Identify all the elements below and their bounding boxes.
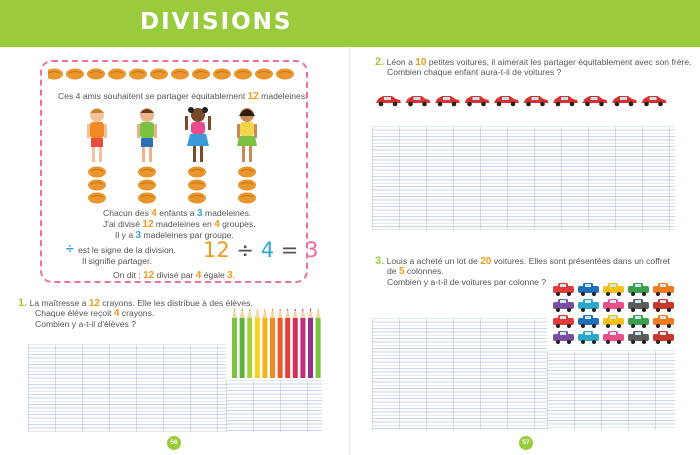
- madeleine-icon: [150, 69, 168, 80]
- madeleine-icon: [234, 69, 252, 80]
- text: J'ai divisé: [103, 219, 140, 229]
- red-car-icon: [553, 96, 578, 106]
- exercise-number: 1.: [18, 297, 28, 309]
- red-car-icon: [494, 96, 519, 106]
- number: 12: [142, 219, 154, 230]
- red-car-icon: [524, 96, 549, 106]
- toy-car-icon: [578, 315, 599, 328]
- madeleine-icon: [188, 167, 206, 178]
- text: petites voitures, il aimerait les partager équitablement avec son frère.: [428, 57, 692, 67]
- pencil-icon: [255, 308, 260, 378]
- red-car-icon: [583, 96, 608, 106]
- lesson-sentence-1: [103, 208, 251, 219]
- eq-divisor: 4: [260, 238, 275, 262]
- toy-car-icon: [628, 299, 649, 312]
- exercise-2-line-2: Combien chaque enfant aura-t-il de voitures ?: [387, 67, 562, 77]
- text: colonnes.: [406, 266, 444, 276]
- madeleine-icon: [138, 167, 156, 178]
- text: La maîtresse a: [29, 298, 87, 308]
- pencil-icon: [270, 308, 275, 378]
- madeleine-icon: [66, 69, 84, 80]
- child-boy-1: [87, 108, 107, 162]
- text: madeleines.: [204, 208, 252, 218]
- red-cars-row: [375, 92, 675, 108]
- number: 3: [196, 208, 203, 219]
- answer-grid-3b[interactable]: [547, 350, 675, 430]
- number: 12: [88, 298, 100, 309]
- number: 20: [480, 256, 492, 267]
- toy-car-icon: [578, 283, 599, 296]
- intro-text-end: madeleines.: [261, 91, 308, 101]
- number: 4: [113, 308, 120, 319]
- text: groupes.: [222, 219, 256, 229]
- lesson-intro-line: [58, 91, 308, 102]
- madeleine-icon: [87, 69, 105, 80]
- division-sign-icon: ÷: [66, 240, 74, 256]
- children-illustration: [75, 106, 275, 168]
- madeleine-icon: [192, 69, 210, 80]
- toy-car-icon: [603, 331, 624, 344]
- text: On dit :: [113, 270, 141, 280]
- madeleine-icon: [188, 193, 206, 204]
- toy-car-icon: [553, 331, 574, 344]
- toy-car-icon: [653, 331, 674, 344]
- child-girl-1: [185, 107, 211, 162]
- sign-definition-1: est le signe de la division.: [78, 245, 176, 255]
- madeleine-icon: [88, 167, 106, 178]
- pencil-icon: [316, 308, 321, 378]
- text: crayons.: [121, 308, 155, 318]
- lesson-sentence-2: [103, 219, 256, 230]
- toy-cars-grid: [550, 280, 680, 346]
- text: enfants a: [159, 208, 195, 218]
- toy-car-icon: [553, 299, 574, 312]
- madeleine-icon: [238, 193, 256, 204]
- toy-car-icon: [603, 299, 624, 312]
- toy-car-icon: [628, 331, 649, 344]
- text: voitures. Elles sont présentées dans un coffret: [493, 256, 670, 266]
- text: Il y a: [115, 230, 134, 240]
- pencil-icon: [300, 308, 305, 378]
- page-number-left: 56: [167, 436, 181, 450]
- madeleine-icon: [108, 69, 126, 80]
- number: 3: [135, 230, 142, 241]
- toy-car-icon: [628, 283, 649, 296]
- eq-operator: ÷: [236, 238, 255, 262]
- madeleine-icon: [129, 69, 147, 80]
- text: .: [232, 270, 236, 280]
- number: 5: [398, 266, 405, 277]
- madeleine-icon: [88, 180, 106, 191]
- pencil-icon: [240, 308, 245, 378]
- madeleine-icon: [188, 180, 206, 191]
- pencil-icon: [293, 308, 298, 378]
- number: 4: [214, 219, 220, 230]
- text: de: [387, 266, 397, 276]
- intro-text: Ces 4 amis souhaitent se partager équitablement: [58, 91, 246, 101]
- exercise-1-line-2: [35, 308, 154, 319]
- red-car-icon: [406, 96, 431, 106]
- sign-definition-2: Il signifie partager.: [82, 256, 152, 266]
- pencils-illustration: [228, 308, 323, 380]
- lesson-conclusion: [113, 270, 235, 281]
- toy-car-icon: [653, 299, 674, 312]
- header-banner: [0, 0, 700, 47]
- toy-car-icon: [653, 315, 674, 328]
- pencil-icon: [247, 308, 252, 378]
- text: madeleines par groupe.: [143, 230, 234, 240]
- toy-car-icon: [578, 299, 599, 312]
- pencil-icon: [262, 308, 267, 378]
- text: divisé par: [156, 270, 194, 280]
- toy-car-icon: [553, 315, 574, 328]
- number: 4: [151, 208, 157, 219]
- toy-car-icon: [603, 315, 624, 328]
- text: crayons. Elle les distribue à des élèves.: [102, 298, 253, 308]
- number: 4: [195, 270, 202, 281]
- pencil-icon: [308, 308, 313, 378]
- exercise-number: 2.: [375, 56, 385, 68]
- pencil-icon: [232, 308, 237, 378]
- exercise-number: 3.: [375, 255, 385, 267]
- division-equation: [203, 238, 318, 262]
- text: madeleines en: [155, 219, 212, 229]
- pencil-icon: [285, 308, 290, 378]
- answer-grid-1b[interactable]: [226, 380, 322, 432]
- madeleine-icon: [213, 69, 231, 80]
- toy-car-icon: [628, 315, 649, 328]
- madeleine-stacks: [75, 166, 275, 208]
- madeleine-icon: [88, 193, 106, 204]
- exercise-3-line-3: Combien y a-t-il de voitures par colonne ?: [387, 277, 547, 287]
- red-car-icon: [376, 96, 401, 106]
- toy-car-icon: [578, 331, 599, 344]
- exercise-1-line-3: Combien y a-t-il d'élèves ?: [35, 319, 136, 329]
- page-gutter: [349, 47, 351, 455]
- red-car-icon: [642, 96, 667, 106]
- madeleine-icon: [238, 180, 256, 191]
- number: 12: [143, 270, 155, 281]
- eq-equals: =: [280, 238, 299, 262]
- madeleine-icon: [255, 69, 273, 80]
- exercise-3-line-2: [387, 266, 444, 277]
- madeleine-icon: [171, 69, 189, 80]
- intro-number: 12: [247, 91, 259, 102]
- answer-grid-1[interactable]: [28, 344, 226, 432]
- text: Léon a: [386, 57, 413, 67]
- madeleine-icon: [138, 193, 156, 204]
- answer-grid-2[interactable]: [372, 126, 675, 230]
- text: égale: [203, 270, 225, 280]
- text: Louis a acheté un lot de: [386, 256, 478, 266]
- toy-car-icon: [603, 283, 624, 296]
- child-girl-2: [237, 108, 257, 162]
- text: Chaque élève reçoit: [35, 308, 112, 318]
- page-title: DIVISIONS: [140, 9, 293, 35]
- madeleine-icon: [48, 69, 63, 80]
- madeleine-icon: [238, 167, 256, 178]
- number: 3: [227, 270, 233, 281]
- red-car-icon: [435, 96, 460, 106]
- toy-car-icon: [553, 283, 574, 296]
- child-boy-2: [137, 108, 157, 162]
- answer-grid-3[interactable]: [372, 318, 547, 430]
- red-car-icon: [465, 96, 490, 106]
- text: Chacun des: [103, 208, 149, 218]
- pencil-icon: [278, 308, 283, 378]
- madeleine-icon: [138, 180, 156, 191]
- madeleine-icon: [276, 69, 294, 80]
- toy-car-icon: [653, 283, 674, 296]
- eq-dividend: 12: [203, 238, 230, 262]
- eq-quotient: 3: [305, 238, 319, 262]
- red-car-icon: [612, 96, 637, 106]
- page-number-right: 57: [519, 436, 533, 450]
- number: 10: [415, 57, 427, 68]
- madeleine-row: [48, 66, 303, 82]
